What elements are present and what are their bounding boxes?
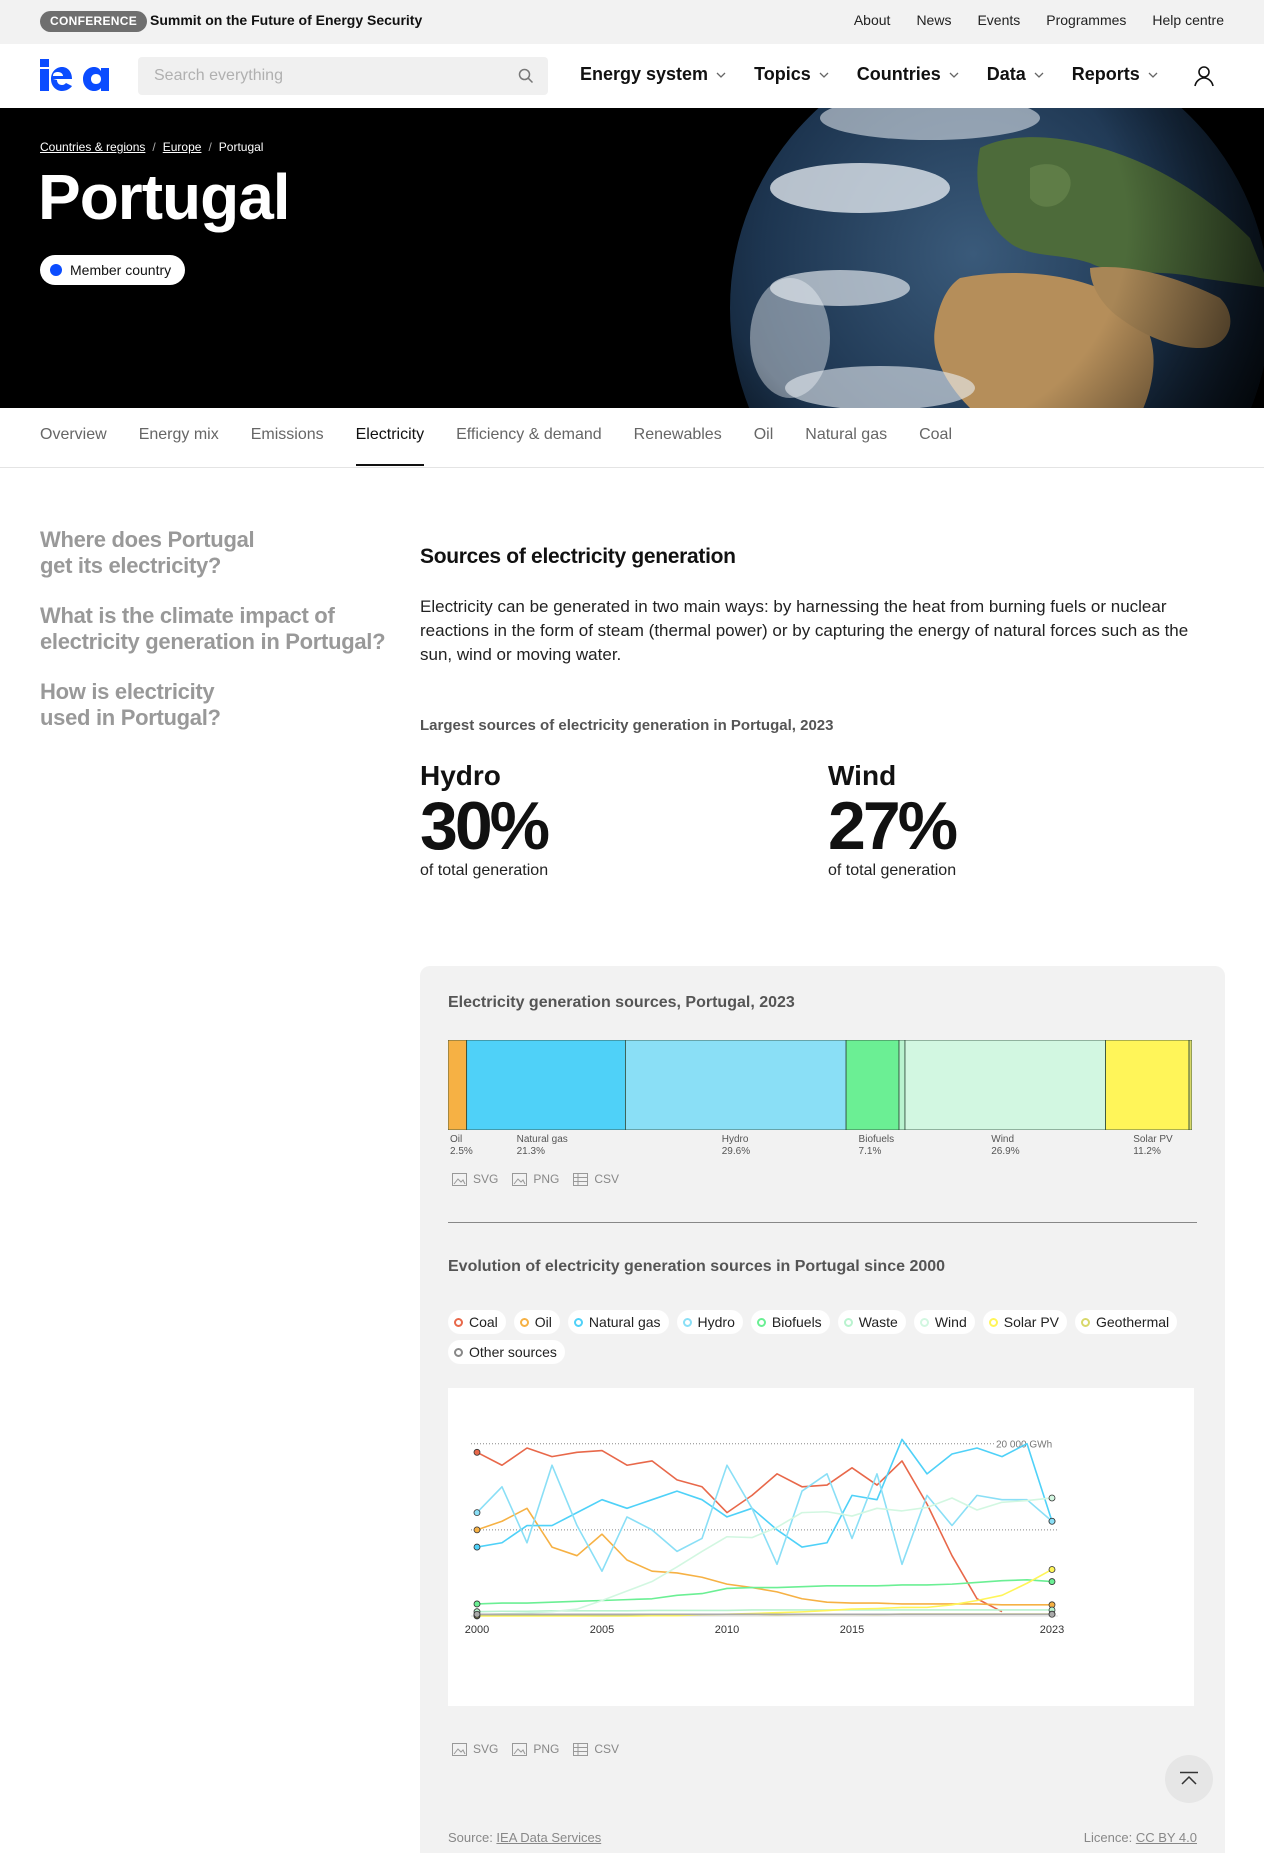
nav-label: Data xyxy=(986,64,1026,84)
download-label: PNG xyxy=(533,1742,560,1756)
source-prefix: Source: xyxy=(448,1830,497,1845)
legend-label: Biofuels xyxy=(771,1314,822,1330)
legend-marker-icon xyxy=(683,1318,692,1327)
nav-data[interactable] xyxy=(987,64,1044,85)
source-link[interactable]: IEA Data Services xyxy=(496,1830,602,1845)
bar-label-oil: Oil 2.5% xyxy=(450,1134,473,1157)
section-tabs xyxy=(0,408,1264,468)
nav-reports[interactable] xyxy=(1072,64,1158,85)
legend-item-geothermal[interactable] xyxy=(1075,1310,1177,1334)
bar-segment-waste[interactable] xyxy=(899,1040,905,1130)
conference-title-link[interactable]: Summit on the Future of Energy Security xyxy=(150,12,423,28)
intro-paragraph: Electricity can be generated in two main ways: by harnessing the heat from burning fuels or nuclear reactions in the form of steam (thermal power) or by capturing the energy of natural forces such as the sun, wind or moving water. xyxy=(420,597,1189,664)
legend-label: Oil xyxy=(534,1314,552,1330)
legend-marker-icon xyxy=(989,1318,998,1327)
chevron-down-icon xyxy=(949,70,959,80)
stat-value: 27% xyxy=(828,788,956,864)
bar-chart-downloads xyxy=(452,1172,619,1186)
stat-value: 30% xyxy=(420,788,548,864)
stacked-bar-chart xyxy=(448,1040,1192,1130)
legend-item-natural-gas[interactable] xyxy=(568,1310,669,1334)
search-icon[interactable] xyxy=(518,68,534,84)
utility-links xyxy=(854,12,1224,28)
bar-segment-geothermal[interactable] xyxy=(1189,1040,1192,1130)
nav-label: Energy system xyxy=(580,64,709,84)
legend-marker-icon xyxy=(454,1318,463,1327)
legend-marker-icon xyxy=(844,1318,853,1327)
download-label: SVG xyxy=(473,1172,499,1186)
download-label: PNG xyxy=(533,1172,560,1186)
nav-energy-system[interactable] xyxy=(580,64,726,85)
x-tick-label: 2000 xyxy=(464,1624,490,1636)
download-svg-button[interactable] xyxy=(452,1172,498,1186)
bar-segment-wind[interactable] xyxy=(905,1040,1106,1130)
series-end-point-wind xyxy=(1049,1495,1055,1501)
download-label: SVG xyxy=(473,1742,499,1756)
bar-segment-natural-gas[interactable] xyxy=(467,1040,626,1130)
stat-label: Wind xyxy=(828,760,897,791)
globe-image xyxy=(730,108,1264,408)
bar-label-wind: Wind 26.9% xyxy=(991,1134,1020,1157)
bar-label-biofuels: Biofuels 7.1% xyxy=(858,1134,895,1157)
back-to-top-button[interactable] xyxy=(1165,1755,1213,1803)
image-icon xyxy=(452,1743,467,1756)
legend-item-biofuels[interactable] xyxy=(751,1310,830,1334)
member-status-label: Member country xyxy=(70,262,172,278)
x-tick-label: 2005 xyxy=(589,1624,615,1636)
nav-label: Topics xyxy=(754,64,811,84)
legend-label: Wind xyxy=(934,1314,967,1330)
series-start-point-natural-gas xyxy=(474,1544,480,1550)
tab-overview[interactable]: Overview xyxy=(40,426,107,443)
chart-card xyxy=(420,966,1225,1853)
chevron-down-icon xyxy=(1034,70,1044,80)
download-svg-button[interactable] xyxy=(452,1742,498,1756)
series-start-point-coal xyxy=(474,1449,480,1455)
line-chart-title: Evolution of electricity generation sources in Portugal since 2000 xyxy=(448,1258,946,1275)
series-start-point-hydro xyxy=(474,1510,480,1516)
series-start-point-other-sources xyxy=(474,1611,480,1617)
bar-segment-solar-pv[interactable] xyxy=(1106,1040,1189,1130)
licence-prefix: Licence: xyxy=(1083,1830,1136,1845)
table-icon xyxy=(573,1173,588,1186)
legend-marker-icon xyxy=(520,1318,529,1327)
breadcrumb-current: Portugal xyxy=(218,140,264,154)
tab-natural-gas[interactable]: Natural gas xyxy=(805,426,888,443)
image-icon xyxy=(512,1743,527,1756)
nav-label: Reports xyxy=(1071,64,1140,84)
legend-label: Other sources xyxy=(469,1344,557,1360)
status-dot-icon xyxy=(50,264,62,276)
main-content xyxy=(420,545,1225,890)
chart-licence xyxy=(1084,1830,1197,1845)
bar-segment-oil[interactable] xyxy=(448,1040,467,1130)
stat-caption: of total generation xyxy=(420,862,549,879)
licence-link[interactable]: CC BY 4.0 xyxy=(1135,1830,1197,1845)
search-box xyxy=(138,57,548,95)
side-link-climate-impact[interactable]: What is the climate impact of electricity generation in Portugal? xyxy=(40,603,386,654)
user-account-icon[interactable] xyxy=(1192,64,1216,88)
stacked-bar-labels xyxy=(448,1134,1192,1164)
download-png-button[interactable] xyxy=(512,1742,559,1756)
download-csv-button[interactable] xyxy=(573,1172,619,1186)
nav-label: Countries xyxy=(856,64,941,84)
x-tick-label: 2023 xyxy=(1039,1624,1065,1636)
stat-label: Hydro xyxy=(420,760,501,791)
conference-badge[interactable]: CONFERENCE xyxy=(40,11,147,32)
line-chart-panel xyxy=(448,1388,1194,1706)
tab-electricity[interactable]: Electricity xyxy=(356,426,424,466)
page-title: Portugal xyxy=(38,161,290,233)
stats-title: Largest sources of electricity generation in Portugal, 2023 xyxy=(420,717,834,734)
stat-wind xyxy=(828,760,956,880)
breadcrumb-countries-regions[interactable]: Countries & regions xyxy=(40,140,146,154)
series-end-point-biofuels xyxy=(1049,1579,1055,1585)
breadcrumb-separator: / xyxy=(152,140,156,154)
series-end-point-hydro xyxy=(1049,1518,1055,1524)
stat-caption: of total generation xyxy=(828,862,957,879)
series-end-point-other-sources xyxy=(1049,1611,1055,1617)
legend-label: Geothermal xyxy=(1096,1314,1170,1330)
table-icon xyxy=(573,1743,588,1756)
help-centre-link[interactable]: Help centre xyxy=(1152,12,1224,28)
side-link-electricity-sources[interactable]: Where does Portugal get its electricity? xyxy=(40,527,255,578)
chevron-down-icon xyxy=(1148,70,1158,80)
tab-energy-mix[interactable]: Energy mix xyxy=(138,426,219,443)
legend-item-waste[interactable] xyxy=(838,1310,906,1334)
image-icon xyxy=(512,1173,527,1186)
bar-segment-biofuels[interactable] xyxy=(846,1040,899,1130)
line-chart-legend xyxy=(448,1310,1208,1364)
news-link[interactable]: News xyxy=(916,12,952,28)
legend-marker-icon xyxy=(920,1318,929,1327)
tab-emissions[interactable]: Emissions xyxy=(250,426,324,443)
in-page-nav xyxy=(40,527,400,755)
arrow-up-icon xyxy=(1179,1771,1199,1787)
nav-countries[interactable] xyxy=(857,64,959,85)
legend-marker-icon xyxy=(1081,1318,1090,1327)
series-line-wind[interactable] xyxy=(477,1498,1052,1615)
member-country-badge xyxy=(40,255,185,285)
download-csv-button[interactable] xyxy=(573,1742,619,1756)
legend-item-solar-pv[interactable] xyxy=(983,1310,1067,1334)
legend-item-wind[interactable] xyxy=(914,1310,975,1334)
legend-label: Hydro xyxy=(697,1314,735,1330)
series-line-biofuels[interactable] xyxy=(477,1580,1052,1604)
x-tick-label: 2010 xyxy=(714,1624,740,1636)
tab-efficiency-demand[interactable]: Efficiency & demand xyxy=(456,426,602,443)
legend-marker-icon xyxy=(757,1318,766,1327)
legend-label: Solar PV xyxy=(1003,1314,1059,1330)
breadcrumb-separator: / xyxy=(208,140,212,154)
line-chart-downloads xyxy=(452,1742,619,1756)
chart-source xyxy=(448,1830,601,1845)
bar-label-hydro: Hydro 29.6% xyxy=(721,1134,751,1157)
bar-label-natural-gas: Natural gas 21.3% xyxy=(516,1134,568,1157)
tab-list xyxy=(40,426,952,466)
tab-coal[interactable]: Coal xyxy=(919,426,952,443)
chart-divider xyxy=(448,1222,1197,1223)
top-bar xyxy=(0,0,1264,44)
key-stats xyxy=(420,760,1225,890)
legend-label: Natural gas xyxy=(588,1314,661,1330)
legend-label: Coal xyxy=(469,1314,498,1330)
series-end-point-solar-pv xyxy=(1049,1566,1055,1572)
bar-label-solar-pv: Solar PV 11.2% xyxy=(1133,1134,1173,1157)
download-png-button[interactable] xyxy=(512,1172,559,1186)
series-start-point-oil xyxy=(474,1527,480,1533)
breadcrumb-europe[interactable]: Europe xyxy=(162,140,202,154)
bar-segment-hydro[interactable] xyxy=(625,1040,846,1130)
chevron-down-icon xyxy=(819,70,829,80)
image-icon xyxy=(452,1173,467,1186)
legend-item-coal[interactable] xyxy=(448,1310,506,1334)
main-nav xyxy=(580,64,1158,85)
x-tick-label: 2015 xyxy=(839,1624,865,1636)
search-input[interactable] xyxy=(154,65,494,87)
side-link-electricity-use[interactable]: How is electricity used in Portugal? xyxy=(40,679,221,730)
stacked-bar-title: Electricity generation sources, Portugal, 2023 xyxy=(448,994,795,1011)
series-start-point-biofuels xyxy=(474,1601,480,1607)
section-heading: Sources of electricity generation xyxy=(420,545,736,568)
about-link[interactable]: About xyxy=(853,12,891,28)
iea-logo[interactable] xyxy=(40,58,110,92)
legend-marker-icon xyxy=(454,1348,463,1357)
programmes-link[interactable]: Programmes xyxy=(1046,12,1127,28)
gridline-label: 20 000 GWh xyxy=(996,1439,1053,1451)
legend-label: Waste xyxy=(858,1314,898,1330)
chevron-down-icon xyxy=(716,70,726,80)
series-line-oil[interactable] xyxy=(477,1508,1052,1604)
tab-renewables[interactable]: Renewables xyxy=(633,426,722,443)
legend-item-oil[interactable] xyxy=(514,1310,560,1334)
breadcrumb xyxy=(40,140,263,154)
legend-marker-icon xyxy=(574,1318,583,1327)
line-chart xyxy=(448,1388,1194,1706)
tab-oil[interactable]: Oil xyxy=(753,426,774,443)
series-line-solar-pv[interactable] xyxy=(477,1569,1052,1616)
legend-item-other-sources[interactable] xyxy=(448,1340,565,1364)
stat-hydro xyxy=(420,760,548,880)
site-header xyxy=(0,44,1264,108)
legend-item-hydro[interactable] xyxy=(677,1310,743,1334)
events-link[interactable]: Events xyxy=(977,12,1021,28)
download-label: CSV xyxy=(594,1172,620,1186)
hero-banner xyxy=(0,108,1264,408)
download-label: CSV xyxy=(594,1742,620,1756)
nav-topics[interactable] xyxy=(754,64,829,85)
